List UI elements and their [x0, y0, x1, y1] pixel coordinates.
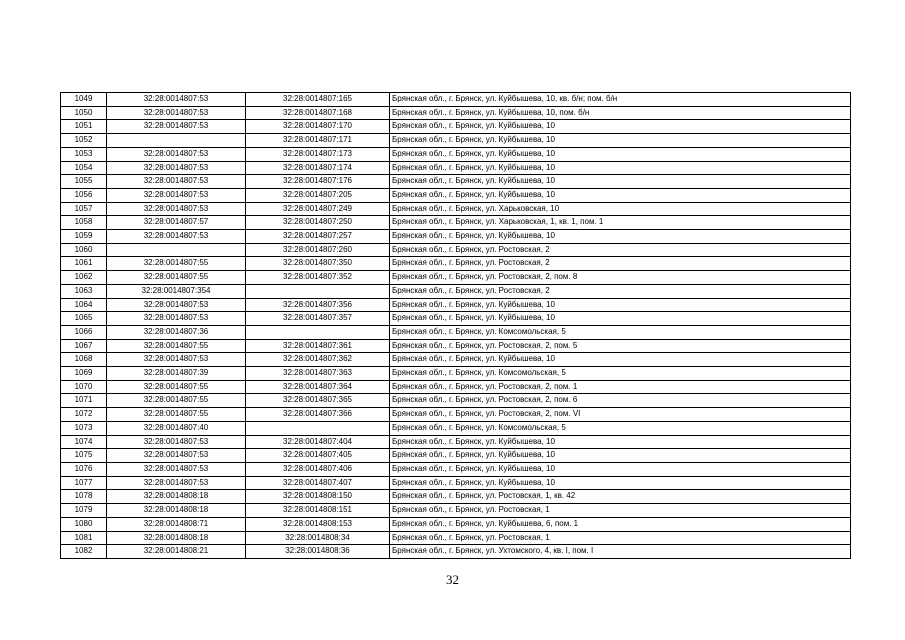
- object-cadastral-number-cell: [246, 421, 390, 435]
- row-number-cell: 1081: [61, 531, 107, 545]
- address-cell: Брянская обл., г. Брянск, ул. Ростовская, 2, пом. 1: [390, 380, 851, 394]
- object-cadastral-number-cell: 32:28:0014807:171: [246, 134, 390, 148]
- address-cell: Брянская обл., г. Брянск, ул. Куйбышева, 10: [390, 476, 851, 490]
- parcel-cadastral-number-cell: 32:28:0014807:40: [107, 421, 246, 435]
- address-cell: Брянская обл., г. Брянск, ул. Куйбышева, 10: [390, 230, 851, 244]
- row-number-cell: 1066: [61, 325, 107, 339]
- parcel-cadastral-number-cell: 32:28:0014807:55: [107, 339, 246, 353]
- table-row: [61, 93, 851, 107]
- address-cell: Брянская обл., г. Брянск, ул. Ростовская, 2, пом. 5: [390, 339, 851, 353]
- object-cadastral-number-cell: 32:28:0014808:36: [246, 545, 390, 559]
- row-number-cell: 1065: [61, 312, 107, 326]
- address-cell: Брянская обл., г. Брянск, ул. Ростовская, 2, пом. 8: [390, 271, 851, 285]
- object-cadastral-number-cell: 32:28:0014807:357: [246, 312, 390, 326]
- parcel-cadastral-number-cell: 32:28:0014807:53: [107, 188, 246, 202]
- object-cadastral-number-cell: 32:28:0014808:153: [246, 517, 390, 531]
- table-row: [61, 394, 851, 408]
- address-cell: Брянская обл., г. Брянск, ул. Куйбышева, 10, кв. б/н; пом. б/н: [390, 93, 851, 107]
- table-row: [61, 188, 851, 202]
- row-number-cell: 1082: [61, 545, 107, 559]
- address-cell: Брянская обл., г. Брянск, ул. Куйбышева, 10: [390, 161, 851, 175]
- address-cell: Брянская обл., г. Брянск, ул. Куйбышева, 10: [390, 175, 851, 189]
- object-cadastral-number-cell: 32:28:0014807:356: [246, 298, 390, 312]
- table-row: [61, 120, 851, 134]
- address-cell: Брянская обл., г. Брянск, ул. Ростовская, 1: [390, 504, 851, 518]
- table-row: [61, 230, 851, 244]
- row-number-cell: 1069: [61, 367, 107, 381]
- row-number-cell: 1057: [61, 202, 107, 216]
- row-number-cell: 1070: [61, 380, 107, 394]
- object-cadastral-number-cell: 32:28:0014807:250: [246, 216, 390, 230]
- object-cadastral-number-cell: [246, 325, 390, 339]
- parcel-cadastral-number-cell: 32:28:0014807:53: [107, 435, 246, 449]
- table-row: [61, 504, 851, 518]
- object-cadastral-number-cell: [246, 284, 390, 298]
- address-cell: Брянская обл., г. Брянск, ул. Харьковская, 1, кв. 1, пом. 1: [390, 216, 851, 230]
- table-row: [61, 202, 851, 216]
- table-row: [61, 298, 851, 312]
- row-number-cell: 1052: [61, 134, 107, 148]
- parcel-cadastral-number-cell: 32:28:0014807:354: [107, 284, 246, 298]
- parcel-cadastral-number-cell: 32:28:0014808:71: [107, 517, 246, 531]
- row-number-cell: 1056: [61, 188, 107, 202]
- parcel-cadastral-number-cell: 32:28:0014807:53: [107, 449, 246, 463]
- parcel-cadastral-number-cell: [107, 134, 246, 148]
- table-row: [61, 476, 851, 490]
- parcel-cadastral-number-cell: 32:28:0014807:36: [107, 325, 246, 339]
- row-number-cell: 1071: [61, 394, 107, 408]
- address-cell: Брянская обл., г. Брянск, ул. Ростовская, 1: [390, 531, 851, 545]
- address-cell: Брянская обл., г. Брянск, ул. Куйбышева, 10: [390, 312, 851, 326]
- address-cell: Брянская обл., г. Брянск, ул. Куйбышева, 10, пом. б/н: [390, 106, 851, 120]
- table-row: [61, 147, 851, 161]
- table-row: [61, 134, 851, 148]
- table-row: [61, 325, 851, 339]
- address-cell: Брянская обл., г. Брянск, ул. Куйбышева, 10: [390, 462, 851, 476]
- parcel-cadastral-number-cell: 32:28:0014807:53: [107, 120, 246, 134]
- table-row: [61, 517, 851, 531]
- object-cadastral-number-cell: 32:28:0014807:176: [246, 175, 390, 189]
- parcel-cadastral-number-cell: 32:28:0014807:55: [107, 257, 246, 271]
- table-row: [61, 353, 851, 367]
- parcel-cadastral-number-cell: [107, 243, 246, 257]
- address-cell: Брянская обл., г. Брянск, ул. Ростовская, 2, пом. VI: [390, 408, 851, 422]
- row-number-cell: 1054: [61, 161, 107, 175]
- row-number-cell: 1067: [61, 339, 107, 353]
- address-cell: Брянская обл., г. Брянск, ул. Куйбышева, 10: [390, 298, 851, 312]
- parcel-cadastral-number-cell: 32:28:0014807:53: [107, 353, 246, 367]
- table-row: [61, 243, 851, 257]
- object-cadastral-number-cell: 32:28:0014807:363: [246, 367, 390, 381]
- parcel-cadastral-number-cell: 32:28:0014807:53: [107, 476, 246, 490]
- parcel-cadastral-number-cell: 32:28:0014807:53: [107, 230, 246, 244]
- row-number-cell: 1079: [61, 504, 107, 518]
- object-cadastral-number-cell: 32:28:0014807:365: [246, 394, 390, 408]
- object-cadastral-number-cell: 32:28:0014807:205: [246, 188, 390, 202]
- row-number-cell: 1072: [61, 408, 107, 422]
- parcel-cadastral-number-cell: 32:28:0014808:21: [107, 545, 246, 559]
- table-row: [61, 312, 851, 326]
- parcel-cadastral-number-cell: 32:28:0014807:39: [107, 367, 246, 381]
- row-number-cell: 1061: [61, 257, 107, 271]
- parcel-cadastral-number-cell: 32:28:0014808:18: [107, 490, 246, 504]
- parcel-cadastral-number-cell: 32:28:0014808:18: [107, 531, 246, 545]
- address-cell: Брянская обл., г. Брянск, ул. Ростовская, 1, кв. 42: [390, 490, 851, 504]
- row-number-cell: 1080: [61, 517, 107, 531]
- parcel-cadastral-number-cell: 32:28:0014807:53: [107, 462, 246, 476]
- row-number-cell: 1075: [61, 449, 107, 463]
- address-cell: Брянская обл., г. Брянск, ул. Куйбышева, 10: [390, 435, 851, 449]
- parcel-cadastral-number-cell: 32:28:0014807:53: [107, 147, 246, 161]
- table-row: [61, 408, 851, 422]
- row-number-cell: 1062: [61, 271, 107, 285]
- row-number-cell: 1050: [61, 106, 107, 120]
- address-cell: Брянская обл., г. Брянск, ул. Куйбышева, 6, пом. 1: [390, 517, 851, 531]
- row-number-cell: 1051: [61, 120, 107, 134]
- row-number-cell: 1063: [61, 284, 107, 298]
- object-cadastral-number-cell: 32:28:0014807:352: [246, 271, 390, 285]
- parcel-cadastral-number-cell: 32:28:0014807:55: [107, 271, 246, 285]
- object-cadastral-number-cell: 32:28:0014807:173: [246, 147, 390, 161]
- object-cadastral-number-cell: 32:28:0014807:257: [246, 230, 390, 244]
- table-row: [61, 216, 851, 230]
- object-cadastral-number-cell: 32:28:0014807:165: [246, 93, 390, 107]
- address-cell: Брянская обл., г. Брянск, ул. Куйбышева, 10: [390, 188, 851, 202]
- row-number-cell: 1064: [61, 298, 107, 312]
- table-row: [61, 161, 851, 175]
- row-number-cell: 1058: [61, 216, 107, 230]
- parcel-cadastral-number-cell: 32:28:0014807:55: [107, 394, 246, 408]
- page-number: 32: [446, 572, 459, 587]
- row-number-cell: 1055: [61, 175, 107, 189]
- address-cell: Брянская обл., г. Брянск, ул. Ухтомского, 4, кв. I, пом. I: [390, 545, 851, 559]
- object-cadastral-number-cell: 32:28:0014808:151: [246, 504, 390, 518]
- row-number-cell: 1074: [61, 435, 107, 449]
- table-row: [61, 462, 851, 476]
- registry-table-body: [61, 93, 851, 559]
- table-row: [61, 490, 851, 504]
- object-cadastral-number-cell: 32:28:0014807:366: [246, 408, 390, 422]
- table-row: [61, 531, 851, 545]
- table-row: [61, 421, 851, 435]
- row-number-cell: 1059: [61, 230, 107, 244]
- address-cell: Брянская обл., г. Брянск, ул. Ростовская, 2: [390, 257, 851, 271]
- object-cadastral-number-cell: 32:28:0014807:361: [246, 339, 390, 353]
- object-cadastral-number-cell: 32:28:0014807:405: [246, 449, 390, 463]
- parcel-cadastral-number-cell: 32:28:0014807:53: [107, 106, 246, 120]
- object-cadastral-number-cell: 32:28:0014807:174: [246, 161, 390, 175]
- parcel-cadastral-number-cell: 32:28:0014807:53: [107, 175, 246, 189]
- table-row: [61, 435, 851, 449]
- address-cell: Брянская обл., г. Брянск, ул. Комсомольская, 5: [390, 421, 851, 435]
- object-cadastral-number-cell: 32:28:0014807:364: [246, 380, 390, 394]
- address-cell: Брянская обл., г. Брянск, ул. Куйбышева, 10: [390, 353, 851, 367]
- table-row: [61, 380, 851, 394]
- object-cadastral-number-cell: 32:28:0014807:362: [246, 353, 390, 367]
- parcel-cadastral-number-cell: 32:28:0014807:55: [107, 380, 246, 394]
- table-row: [61, 367, 851, 381]
- object-cadastral-number-cell: 32:28:0014807:260: [246, 243, 390, 257]
- table-row: [61, 545, 851, 559]
- row-number-cell: 1060: [61, 243, 107, 257]
- address-cell: Брянская обл., г. Брянск, ул. Куйбышева, 10: [390, 134, 851, 148]
- address-cell: Брянская обл., г. Брянск, ул. Харьковская, 10: [390, 202, 851, 216]
- row-number-cell: 1049: [61, 93, 107, 107]
- table-row: [61, 271, 851, 285]
- row-number-cell: 1073: [61, 421, 107, 435]
- address-cell: Брянская обл., г. Брянск, ул. Куйбышева, 10: [390, 147, 851, 161]
- address-cell: Брянская обл., г. Брянск, ул. Комсомольская, 5: [390, 325, 851, 339]
- document-page: [60, 92, 846, 559]
- object-cadastral-number-cell: 32:28:0014807:168: [246, 106, 390, 120]
- object-cadastral-number-cell: 32:28:0014807:350: [246, 257, 390, 271]
- parcel-cadastral-number-cell: 32:28:0014807:57: [107, 216, 246, 230]
- address-cell: Брянская обл., г. Брянск, ул. Куйбышева, 10: [390, 120, 851, 134]
- parcel-cadastral-number-cell: 32:28:0014807:53: [107, 312, 246, 326]
- table-row: [61, 175, 851, 189]
- object-cadastral-number-cell: 32:28:0014807:170: [246, 120, 390, 134]
- object-cadastral-number-cell: 32:28:0014808:34: [246, 531, 390, 545]
- parcel-cadastral-number-cell: 32:28:0014807:53: [107, 93, 246, 107]
- table-row: [61, 284, 851, 298]
- object-cadastral-number-cell: 32:28:0014807:407: [246, 476, 390, 490]
- address-cell: Брянская обл., г. Брянск, ул. Ростовская, 2: [390, 284, 851, 298]
- object-cadastral-number-cell: 32:28:0014807:406: [246, 462, 390, 476]
- row-number-cell: 1076: [61, 462, 107, 476]
- table-row: [61, 106, 851, 120]
- address-cell: Брянская обл., г. Брянск, ул. Комсомольская, 5: [390, 367, 851, 381]
- object-cadastral-number-cell: 32:28:0014807:249: [246, 202, 390, 216]
- parcel-cadastral-number-cell: 32:28:0014808:18: [107, 504, 246, 518]
- parcel-cadastral-number-cell: 32:28:0014807:53: [107, 202, 246, 216]
- table-row: [61, 339, 851, 353]
- object-cadastral-number-cell: 32:28:0014807:404: [246, 435, 390, 449]
- registry-table: [60, 92, 851, 559]
- parcel-cadastral-number-cell: 32:28:0014807:55: [107, 408, 246, 422]
- row-number-cell: 1068: [61, 353, 107, 367]
- table-row: [61, 449, 851, 463]
- address-cell: Брянская обл., г. Брянск, ул. Ростовская, 2, пом. 6: [390, 394, 851, 408]
- address-cell: Брянская обл., г. Брянск, ул. Куйбышева, 10: [390, 449, 851, 463]
- row-number-cell: 1053: [61, 147, 107, 161]
- table-row: [61, 257, 851, 271]
- parcel-cadastral-number-cell: 32:28:0014807:53: [107, 298, 246, 312]
- object-cadastral-number-cell: 32:28:0014808:150: [246, 490, 390, 504]
- row-number-cell: 1077: [61, 476, 107, 490]
- row-number-cell: 1078: [61, 490, 107, 504]
- parcel-cadastral-number-cell: 32:28:0014807:53: [107, 161, 246, 175]
- address-cell: Брянская обл., г. Брянск, ул. Ростовская, 2: [390, 243, 851, 257]
